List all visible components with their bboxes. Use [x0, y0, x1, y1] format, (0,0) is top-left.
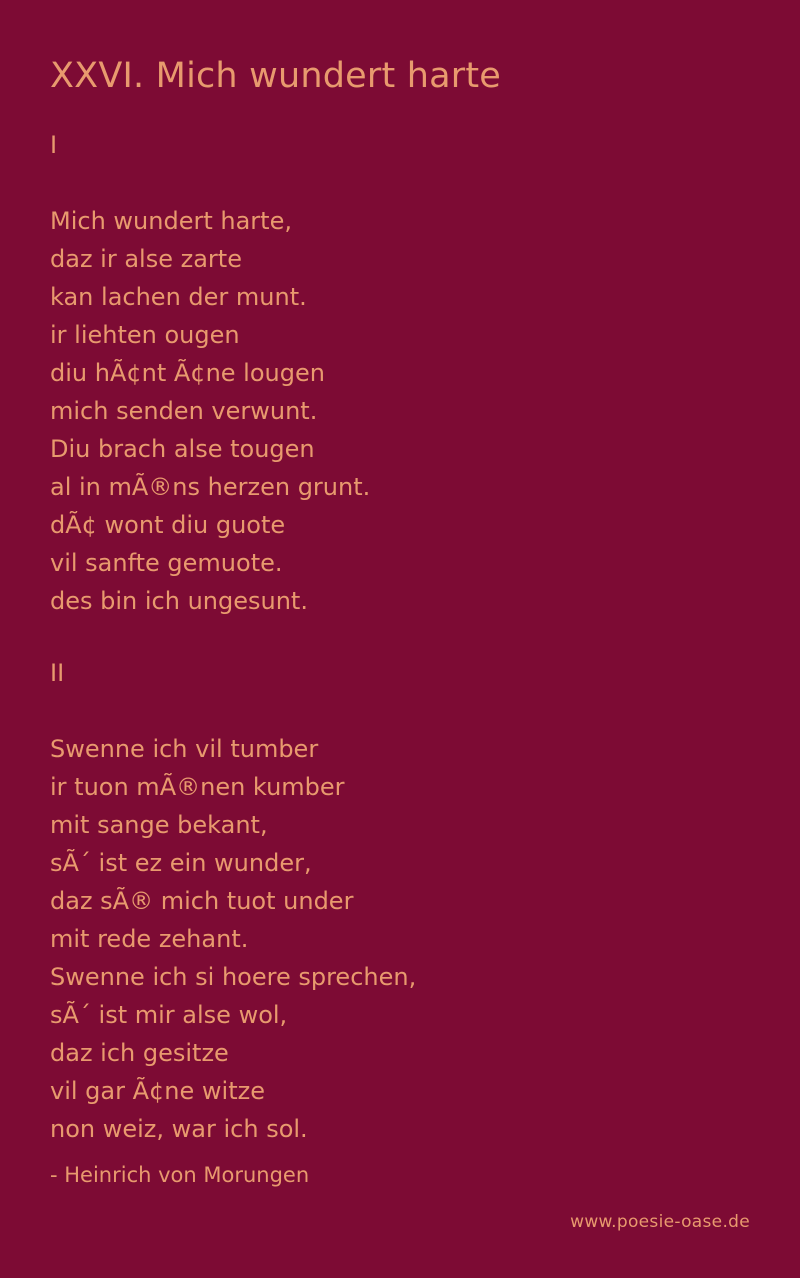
poem-line: ir tuon mÃ®nen kumber: [50, 773, 345, 801]
poem-line: des bin ich ungesunt.: [50, 587, 308, 615]
website-credit: www.poesie-oase.de: [570, 1212, 750, 1232]
stanza-numeral-1: I: [50, 131, 58, 159]
poem-line: Swenne ich vil tumber: [50, 735, 319, 763]
poem-line: sÃ´ ist ez ein wunder,: [50, 849, 312, 877]
poem-line: non weiz, war ich sol.: [50, 1115, 308, 1143]
poem-line: daz sÃ® mich tuot under: [50, 887, 354, 915]
poem-line: mit rede zehant.: [50, 925, 249, 953]
poem-page: [50, 52, 750, 1190]
poem-line: Diu brach alse tougen: [50, 435, 315, 463]
poem-line: Swenne ich si hoere sprechen,: [50, 963, 417, 991]
poem-line: kan lachen der munt.: [50, 283, 307, 311]
poem-line: daz ir alse zarte: [50, 245, 242, 273]
stanza-numeral-2: II: [50, 659, 65, 687]
poem-author: - Heinrich von Morungen: [50, 1163, 310, 1187]
poem-line: diu hÃ¢nt Ã¢ne lougen: [50, 359, 325, 387]
poem-line: al in mÃ®ns herzen grunt.: [50, 473, 371, 501]
poem-line: dÃ¢ wont diu guote: [50, 511, 286, 539]
poem-line: Mich wundert harte,: [50, 207, 292, 235]
poem-line: vil sanfte gemuote.: [50, 549, 283, 577]
poem-line: sÃ´ ist mir alse wol,: [50, 1001, 288, 1029]
stanza-2: [50, 730, 750, 1148]
poem-line: daz ich gesitze: [50, 1039, 229, 1067]
poem-line: ir liehten ougen: [50, 321, 240, 349]
poem-title: XXVI. Mich wundert harte: [50, 56, 501, 96]
stanza-1: [50, 202, 750, 620]
poem-line: mit sange bekant,: [50, 811, 268, 839]
poem-line: mich senden verwunt.: [50, 397, 318, 425]
poem-line: vil gar Ã¢ne witze: [50, 1077, 265, 1105]
